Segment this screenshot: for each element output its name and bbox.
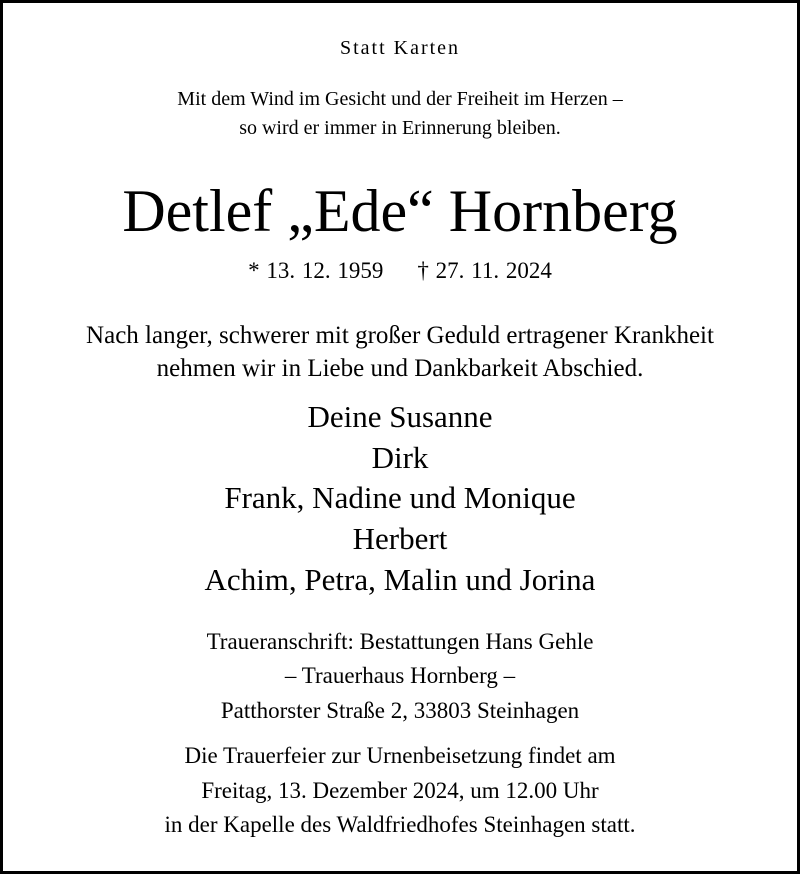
address-line-1: Traueranschrift: Bestattungen Hans Gehle [206, 629, 594, 654]
life-dates [3, 259, 797, 282]
ceremony-line-1: Die Trauerfeier zur Urnenbeisetzung findet am [184, 743, 616, 768]
death-date: † 27. 11. 2024 [417, 258, 552, 283]
address-line-2: – Trauerhaus Hornberg – [284, 663, 516, 688]
deceased-name: Detlef „Ede“ Hornberg [122, 178, 678, 244]
family-line-1: Deine Susanne [307, 399, 493, 434]
motto-line-1: Mit dem Wind im Gesicht und der Freiheit im Herzen – [177, 88, 623, 110]
ceremony-line-3: in der Kapelle des Waldfriedhofes Steinhagen statt. [164, 812, 636, 837]
address-line-3: Patthorster Straße 2, 33803 Steinhagen [220, 698, 580, 723]
family-line-5: Achim, Petra, Malin und Jorina [204, 562, 596, 597]
family-line-2: Dirk [371, 440, 429, 475]
family-line-3: Frank, Nadine und Monique [224, 480, 576, 515]
birth-date: * 13. 12. 1959 [248, 258, 384, 283]
motto-line-2: so wird er immer in Erinnerung bleiben. [239, 117, 561, 139]
notice-header: Statt Karten [339, 37, 461, 59]
farewell-line-2: nehmen wir in Liebe und Dankbarkeit Abschied. [156, 355, 644, 382]
farewell-line-1: Nach langer, schwerer mit großer Geduld ertragener Krankheit [86, 322, 714, 349]
family-line-4: Herbert [352, 521, 448, 556]
ceremony-line-2: Freitag, 13. Dezember 2024, um 12.00 Uhr [201, 778, 599, 803]
